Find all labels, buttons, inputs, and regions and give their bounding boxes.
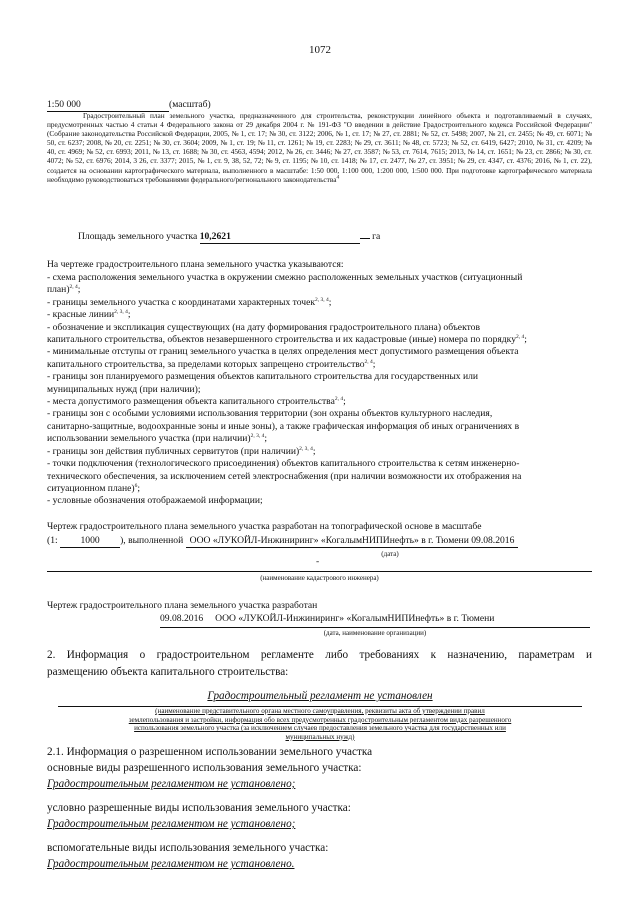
list-item-text: муниципальных нужд (при наличии);	[47, 383, 201, 395]
list-item: капитального строительства, за пределами которых запрещено строительство$^{2, 4}$;	[47, 358, 376, 370]
list-item-footnote: 2, 3, 4	[315, 296, 329, 303]
list-item-footnote: 2, 3, 4	[299, 445, 313, 452]
conditional-use-value: Градостроительным регламентом не установлено;	[47, 818, 296, 830]
list-item: ситуационном плане)$^6$;	[47, 482, 140, 494]
list-item: - красные линии$^{2, 3, 4}$;	[47, 309, 131, 321]
list-item-text: - места допустимого размещения объекта капитального строительства	[47, 396, 335, 408]
list-item-footnote: 2, 4	[516, 333, 525, 340]
topo-line1: Чертеж градостроительного плана земельного участка разработан на топографической основе в масштабе	[47, 521, 482, 532]
list-item-text: - границы земельного участка с координатами характерных точек	[47, 296, 316, 308]
main-use-label: основные виды разрешенного использования земельного участка:	[47, 762, 362, 774]
dev-caption: (дата, наименование организации)	[323, 629, 427, 637]
intro-paragraph	[47, 111, 592, 184]
list-item: капитального строительства, объектов незавершенного строительства и их кадастровые (иные) номера по порядку$^{2, 4}$;	[47, 333, 527, 346]
topo-line2	[47, 535, 592, 548]
list-item-text: использовании земельного участка (при наличии)	[47, 433, 251, 445]
auxiliary-use-value: Градостроительным регламентом не установлено.	[47, 858, 295, 870]
area-value: 10,2621	[200, 231, 360, 244]
dev-line2	[160, 613, 600, 625]
regulation-caption-l3: использования земельного участка (за исключением случаев предоставления земельного участка для государственных или	[134, 724, 506, 733]
area-unit: га	[372, 231, 381, 242]
list-item-text: - обозначение и экспликация существующих (на дату формирования градостроительного плана) объектов	[47, 321, 480, 333]
auxiliary-use-label: вспомогательные виды использования земельного участка:	[47, 842, 329, 854]
scale-label: (масштаб)	[169, 99, 211, 110]
list-item	[47, 384, 592, 396]
subsection-2-1-heading: 2.1. Информация о разрешенном использовании земельного участка	[47, 746, 373, 758]
list-item-footnote: 2, 4	[69, 284, 78, 291]
dev-line	[160, 627, 590, 628]
area-label: Площадь земельного участка	[78, 231, 198, 242]
intro-footnote: 4	[336, 174, 340, 181]
list-item	[47, 408, 592, 420]
regulation-not-set: Градостроительный регламент не установлен	[207, 690, 433, 702]
list-item-text: капитального строительства, за пределами которых запрещено строительство	[47, 358, 365, 370]
conditional-use-label: условно разрешенные виды использования земельного участка:	[47, 802, 351, 814]
list-item-footnote: 2, 3, 4	[114, 309, 128, 316]
list-item	[47, 322, 592, 334]
list-item: - границы зон действия публичных сервитутов (при наличии)$^{2, 3, 4}$;	[47, 445, 316, 457]
engineer-caption: (наименование кадастрового инженера)	[260, 574, 379, 582]
section2-heading-l1: 2. Информация о градостроительном регламенте либо требованиях к назначению, параметрам и	[47, 649, 592, 661]
list-item-text: - границы зон планируемого размещения объектов капитального строительства для государственных или	[47, 371, 479, 383]
regulation-caption-l2: землепользования и застройки, информация обо всех предусмотренных градостроительным регламентом видах разрешенного	[128, 715, 512, 724]
list-item-text: - границы зон действия публичных сервитутов (при наличии)	[47, 445, 300, 457]
list-item-text: - точки подключения (технологического присоединения) объектов капитального строительства к сетям инженерно-	[47, 458, 520, 470]
list-item-text: - минимальные отступы от границ земельного участка в целях определения мест допустимого размещения объекта	[47, 346, 519, 358]
list-item-text: план)	[47, 284, 70, 296]
dev-org: ООО «ЛУКОЙЛ-Инжиниринг» «КогалымНИПИнефть» в г. Тюмени	[215, 613, 495, 624]
section2-heading-l2: размещению объекта капитального строительства:	[47, 666, 289, 678]
list-item: план)$^{2, 4}$;	[47, 284, 81, 296]
list-item	[47, 471, 592, 483]
main-use-value: Градостроительным регламентом не установлено;	[47, 778, 296, 790]
list-item-text: - красные линии	[47, 309, 115, 321]
list-heading: На чертеже градостроительного плана земельного участка указываются:	[47, 259, 344, 270]
engineer-line	[47, 571, 592, 572]
list-item-footnote: 2, 3, 4	[250, 433, 265, 440]
list-item	[47, 495, 592, 507]
drawing-requirements-list	[47, 272, 592, 508]
topo-scale-value: 1000	[60, 535, 120, 548]
dev-line1: Чертеж градостроительного плана земельного участка разработан	[47, 600, 318, 611]
list-item-text: - условные обозначения отображаемой информации;	[47, 495, 263, 507]
regulation-caption-l4: муниципальных нужд)	[285, 732, 355, 741]
intro-text: Градостроительный план земельного участка, предназначенного для строительства, реконструкции линейного объекта и подготавливаемый в случаях, предусмотренных частью 4 статьи 4 Федерального закона от 29 декабря 2004 г. № 191-ФЗ "О введении в действие Градостроительного кодекса Российской Федерации" (Собрание законодательства Российской Федерации, 2005, № 1, ст. 17; № 30, ст. 3122; 2006, № 1, ст. 17; № 27, ст. 2881; № 52, ст. 5498; 2007, № 21, ст. 2455; № 49, ст. 6071; № 50, ст. 6237; 2008, № 20, ст. 2251; № 30, ст. 3604; 2009, № 1, ст. 19; № 11, ст. 1261; № 19, ст. 2283; № 29, ст. 3611; № 48, ст. 5723; № 52, ст. 6419, 6427; 2010, № 31, ст. 4209; № 40, ст. 4969; № 52, ст. 6993; 2011, № 13, ст. 1688; № 30, ст. 4563, 4594; 2012, № 26, ст. 3446; № 27, ст. 3587; № 53, ст. 7614, 7615; 2013, № 14, ст. 1651; № 23, ст. 2866; № 30, ст. 4072; № 52, ст. 6976; 2014, 3 26, ст. 3377; 2015, № 1, ст. 9, 38, 52, 72; № 9, ст. 1195; № 10, ст. 1418; № 17, ст. 2477, № 27, ст. 3951; № 29, ст. 4347, ст. 4376; 2016, № 1, ст. 22), создается на основании картографического материала, выполненного в масштабе: 1:50 000, 1:100 000, 1:200 000, 1:500 000. При подготовке картографического материала необходимо руководствоваться требованиями федерального/регионального законодательства	[47, 111, 592, 184]
list-item-text: технического обеспечения, за исключением сетей электроснабжения (при наличии возможности их отображения на	[47, 470, 522, 482]
list-item: - границы земельного участка с координатами характерных точек$^{2, 3, 4}$;	[47, 296, 332, 308]
topo-scale-open: (1:	[47, 535, 58, 546]
list-item	[47, 421, 592, 433]
page-number: 1072	[309, 44, 331, 56]
regulation-caption	[52, 707, 588, 741]
list-item	[47, 371, 592, 383]
list-item-footnote: 2, 4	[334, 395, 344, 402]
area-row	[78, 231, 528, 244]
list-item: использовании земельного участка (при наличии)$^{2, 3, 4}$;	[47, 433, 267, 445]
list-item	[47, 272, 592, 284]
list-item	[47, 346, 592, 358]
list-item	[47, 458, 592, 470]
list-item: - места допустимого размещения объекта капитального строительства$^{2, 4}$;	[47, 395, 346, 408]
regulation-caption-l1: (наименование представительного органа местного самоуправления, реквизиты акта об утверждении правил	[155, 707, 485, 715]
list-item-footnote: 2, 4	[364, 358, 373, 365]
dev-date: 09.08.2016	[160, 613, 204, 624]
topo-date-caption: (дата)	[381, 550, 399, 558]
list-item-text: ситуационном плане)	[47, 482, 135, 494]
topo-dash: -	[316, 556, 320, 567]
topo-org-date: ООО «ЛУКОЙЛ-Инжиниринг» «КогалымНИПИнефть» в г. Тюмени 09.08.2016	[186, 535, 519, 548]
topo-middle: ), выполненной	[120, 535, 184, 546]
list-item-text: - схема расположения земельного участка в окружении смежно расположенных земельных участков (ситуационный	[47, 272, 523, 283]
list-item-text: - границы зон с особыми условиями использования территории (зон охраны объектов культурного наследия,	[47, 408, 493, 420]
list-item-footnote: 6	[134, 482, 138, 489]
list-item-text: капитального строительства, объектов незавершенного строительства и их кадастровые (иные) номера по порядку	[47, 334, 516, 346]
scale-value: 1:50 000	[47, 99, 169, 112]
list-item-text: санитарно-защитные, водоохранные зоны и иные зоны), а также графическая информация об иных ограничениях в	[47, 420, 520, 432]
